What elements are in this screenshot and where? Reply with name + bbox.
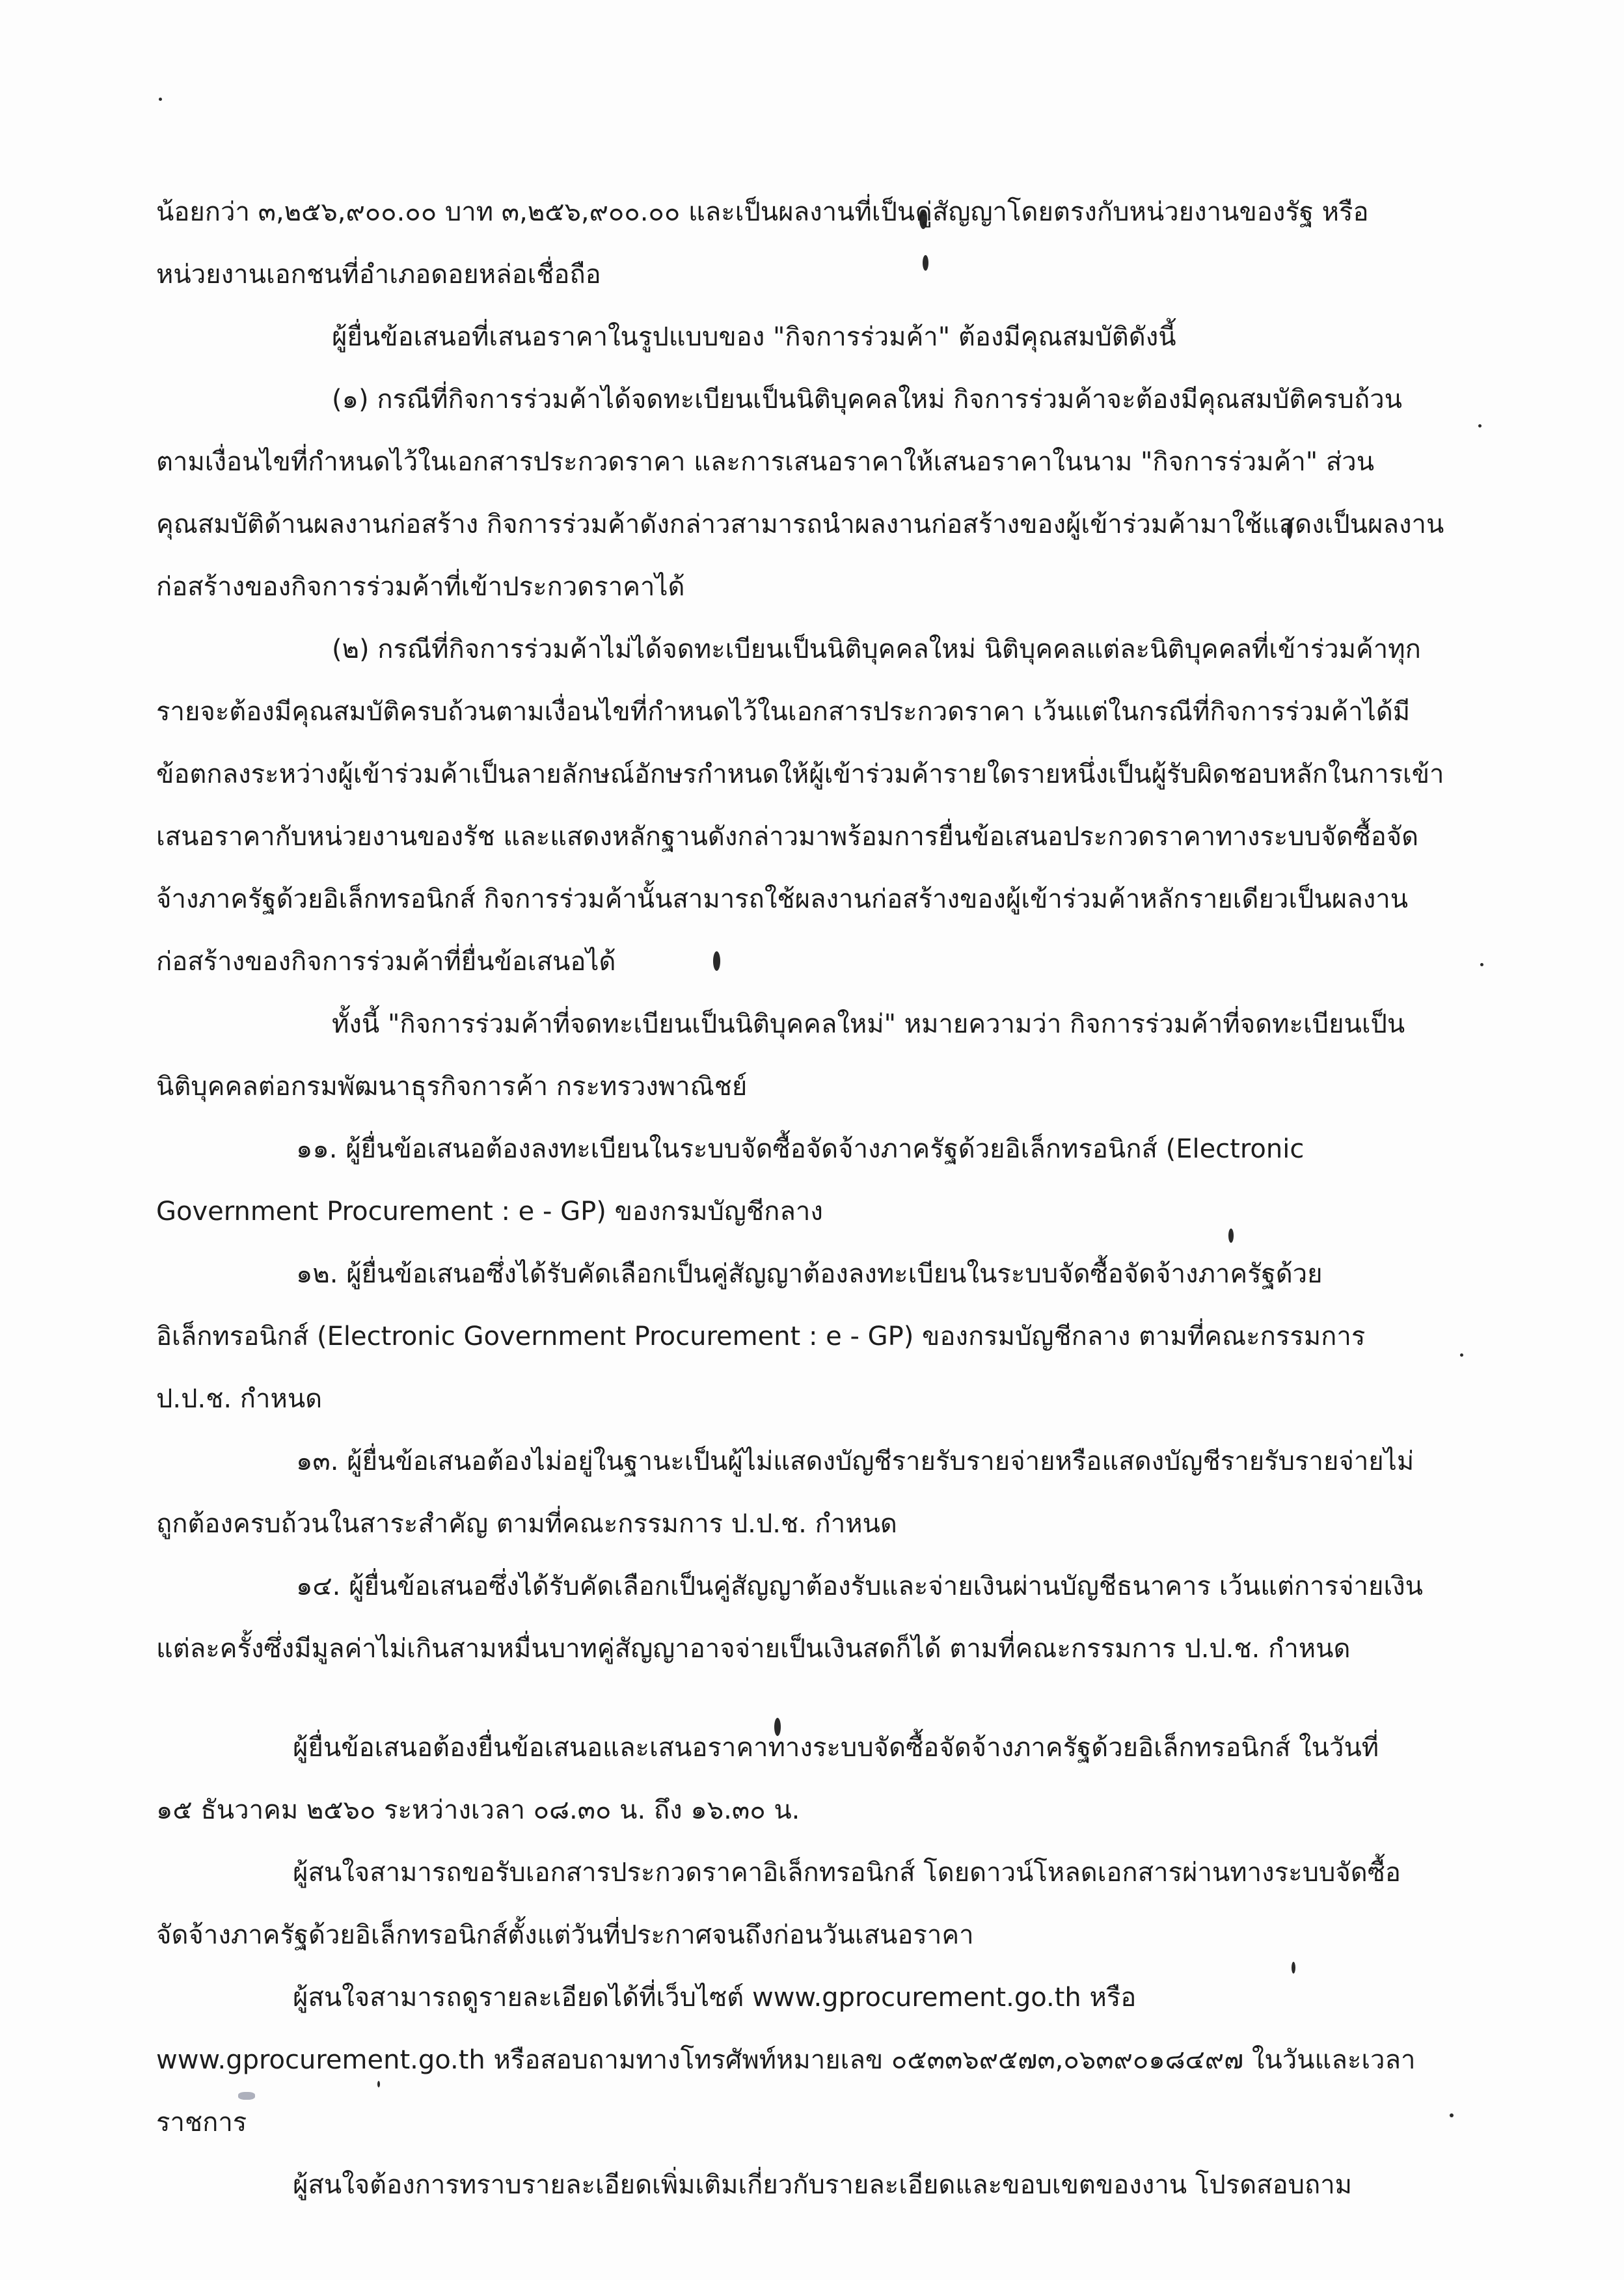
paragraph-gap — [156, 1680, 1464, 1717]
text-line: ก่อสร้างของกิจการร่วมค้าที่ยื่นข้อเสนอได้ — [156, 947, 616, 977]
text-line: ๑๕ ธันวาคม ๒๕๖๐ ระหว่างเวลา ๐๘.๓๐ น. ถึง ๑๖.๓๐ น. — [156, 1795, 800, 1825]
text-line: ๑๔. ผู้ยื่นข้อเสนอซึ่งได้รับคัดเลือกเป็นคู่สัญญาต้องรับและจ่ายเงินผ่านบัญชีธนาคาร เว้นแต่การจ่ายเงิน — [296, 1571, 1423, 1601]
text-line: ๑๓. ผู้ยื่นข้อเสนอต้องไม่อยู่ในฐานะเป็นผู้ไม่แสดงบัญชีรายรับรายจ่ายหรือแสดงบัญชีรายรับรายจ่ายไม่ — [296, 1446, 1414, 1476]
text-line: ราชการ — [156, 2108, 247, 2138]
scan-speck — [1480, 963, 1483, 966]
text-line: ป.ป.ช. กำหนด — [156, 1384, 323, 1414]
text-line: จ้างภาครัฐด้วยอิเล็กทรอนิกส์ กิจการร่วมค้านั้นสามารถใช้ผลงานก่อสร้างของผู้เข้าร่วมค้าหลักรายเดียวเป็นผลงาน — [156, 884, 1409, 914]
text-line: ผู้สนใจสามารถดูรายละเอียดได้ที่เว็บไซต์ www.gprocurement.go.th หรือ — [293, 1983, 1137, 2013]
text-line: เสนอราคากับหน่วยงานของรัช และแสดงหลักฐานดังกล่าวมาพร้อมการยื่นข้อเสนอประกวดราคาทางระบบจัดซื้อจัด — [156, 822, 1419, 852]
text-line: ผู้ยื่นข้อเสนอที่เสนอราคาในรูปแบบของ "กิจการร่วมค้า" ต้องมีคุณสมบัติดังนี้ — [332, 322, 1176, 352]
text-line: ถูกต้องครบถ้วนในสาระสำคัญ ตามที่คณะกรรมการ ป.ป.ช. กำหนด — [156, 1509, 897, 1539]
text-line: ก่อสร้างของกิจการร่วมค้าที่เข้าประกวดราคาได้ — [156, 572, 685, 602]
text-line: ผู้สนใจต้องการทราบรายละเอียดเพิ่มเติมเกี่ยวกับรายละเอียดและขอบเขตของงาน โปรดสอบถาม — [293, 2170, 1353, 2200]
text-line: จัดจ้างภาครัฐด้วยอิเล็กทรอนิกส์ตั้งแต่วันที่ประกาศจนถึงก่อนวันเสนอราคา — [156, 1920, 974, 1950]
text-line: แต่ละครั้งซึ่งมีมูลค่าไม่เกินสามหมื่นบาทคู่สัญญาอาจจ่ายเป็นเงินสดก็ได้ ตามที่คณะกรรมการ ป.ป.ช. กำหนด — [156, 1634, 1351, 1664]
text-line: ทั้งนี้ "กิจการร่วมค้าที่จดทะเบียนเป็นนิติบุคคลใหม่" หมายความว่า กิจการร่วมค้าที่จดทะเบียนเป็น — [332, 1009, 1405, 1039]
text-line: รายจะต้องมีคุณสมบัติครบถ้วนตามเงื่อนไขที่กำหนดไว้ในเอกสารประกวดราคา เว้นแต่ในกรณีที่กิจการร่วมค้าได้มี — [156, 697, 1411, 727]
text-line: อิเล็กทรอนิกส์ (Electronic Government Procurement : e - GP) ของกรมบัญชีกลาง ตามที่คณะกรรมการ — [156, 1322, 1366, 1351]
scan-speck — [1478, 424, 1482, 428]
text-line: www.gprocurement.go.th หรือสอบถามทางโทรศัพท์หมายเลข ๐๕๓๓๖๙๕๗๓,๐๖๓๙๐๑๘๔๙๗ ในวันและเวลา — [156, 2045, 1416, 2075]
text-line: ๑๒. ผู้ยื่นข้อเสนอซึ่งได้รับคัดเลือกเป็นคู่สัญญาต้องลงทะเบียนในระบบจัดซื้อจัดจ้างภาครัฐด้วย — [296, 1259, 1323, 1289]
text-line: นิติบุคคลต่อกรมพัฒนาธุรกิจการค้า กระทรวงพาณิชย์ — [156, 1072, 748, 1102]
text-line: ๑๑. ผู้ยื่นข้อเสนอต้องลงทะเบียนในระบบจัดซื้อจัดจ้างภาครัฐด้วยอิเล็กทรอนิกส์ (Electronic — [296, 1134, 1305, 1164]
document-body — [156, 181, 1464, 2216]
text-line: ตามเงื่อนไขที่กำหนดไว้ในเอกสารประกวดราคา และการเสนอราคาให้เสนอราคาในนาม "กิจการร่วมค้า" ส่วน — [156, 447, 1375, 477]
text-line: Government Procurement : e - GP) ของกรมบัญชีกลาง — [156, 1197, 823, 1227]
text-line: (๒) กรณีที่กิจการร่วมค้าไม่ได้จดทะเบียนเป็นนิติบุคคลใหม่ นิติบุคคลแต่ละนิติบุคคลที่เข้าร่วมค้าทุก — [332, 634, 1421, 664]
text-line: ข้อตกลงระหว่างผู้เข้าร่วมค้าเป็นลายลักษณ์อักษรกำหนดให้ผู้เข้าร่วมค้ารายใดรายหนึ่งเป็นผู้รับผิดชอบหลักในการเข้า — [156, 759, 1444, 789]
text-line: ผู้สนใจสามารถขอรับเอกสารประกวดราคาอิเล็กทรอนิกส์ โดยดาวน์โหลดเอกสารผ่านทางระบบจัดซื้อ — [293, 1858, 1401, 1888]
text-line: หน่วยงานเอกชนที่อำเภอดอยหล่อเชื่อถือ — [156, 260, 601, 290]
text-line: (๑) กรณีที่กิจการร่วมค้าได้จดทะเบียนเป็นนิติบุคคลใหม่ กิจการร่วมค้าจะต้องมีคุณสมบัติครบถ้วน — [332, 385, 1403, 414]
text-line: คุณสมบัติด้านผลงานก่อสร้าง กิจการร่วมค้าดังกล่าวสามารถนำผลงานก่อสร้างของผู้เข้าร่วมค้ามาใช้แสดงเป็นผลงาน — [156, 509, 1444, 539]
scan-speck — [159, 98, 162, 101]
text-line: ผู้ยื่นข้อเสนอต้องยื่นข้อเสนอและเสนอราคาทางระบบจัดซื้อจัดจ้างภาครัฐด้วยอิเล็กทรอนิกส์ ในวันที่ — [293, 1733, 1379, 1763]
text-line: น้อยกว่า ๓,๒๕๖,๙๐๐.๐๐ บาท ๓,๒๕๖,๙๐๐.๐๐ และเป็นผลงานที่เป็นคู่สัญญาโดยตรงกับหน่วยงานของรัฐ หรือ — [156, 197, 1369, 227]
